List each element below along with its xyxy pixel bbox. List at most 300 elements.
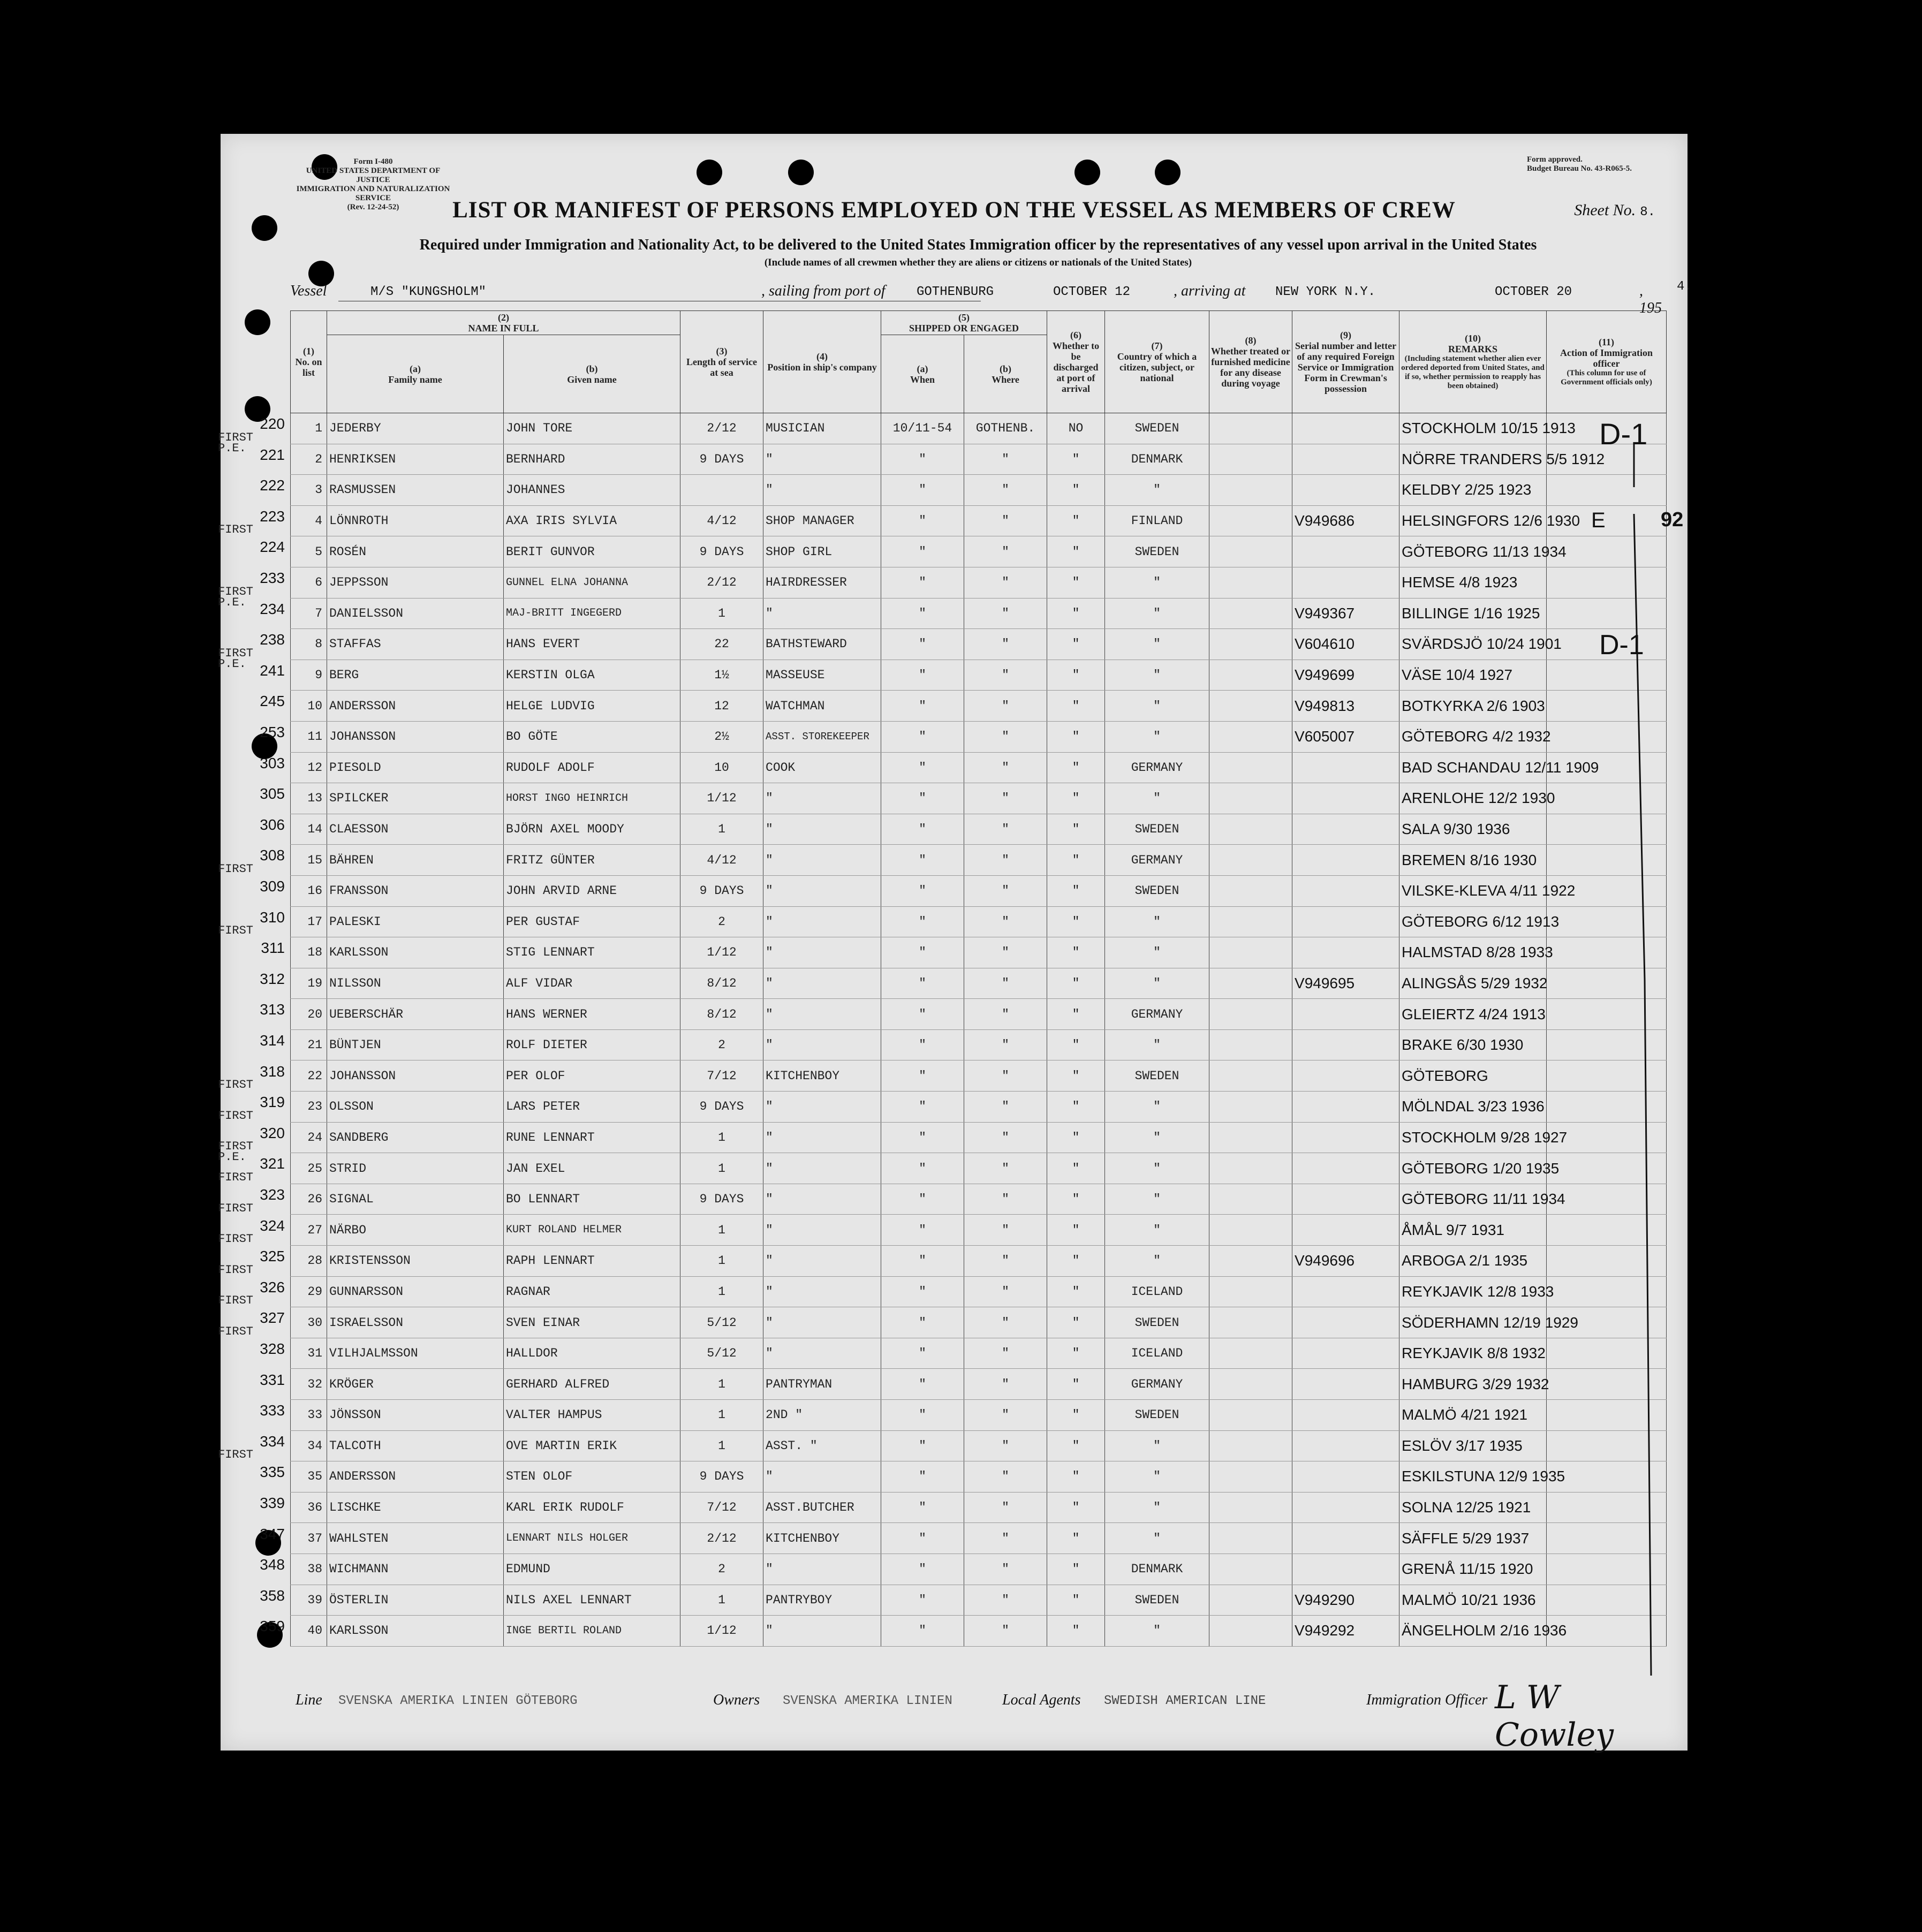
shipped-where: " xyxy=(964,937,1047,968)
position: " xyxy=(763,1122,881,1153)
list-number: 327 xyxy=(260,1309,285,1327)
service-length: 8/12 xyxy=(680,999,763,1030)
list-number: 312 xyxy=(260,970,285,987)
shipped-where: " xyxy=(964,1616,1047,1647)
shipped-where: " xyxy=(964,1153,1047,1184)
remarks: GÖTEBORG xyxy=(1399,1060,1547,1092)
shipped-when: " xyxy=(881,1554,964,1585)
discharged: " xyxy=(1047,999,1105,1030)
given-name: JAN EXEL xyxy=(504,1153,680,1184)
family-name: KRISTENSSON xyxy=(327,1246,504,1277)
medicine xyxy=(1209,1153,1292,1184)
discharged: " xyxy=(1047,937,1105,968)
discharged: " xyxy=(1047,629,1105,660)
country: SWEDEN xyxy=(1105,875,1209,906)
position: " xyxy=(763,1092,881,1123)
row-number: 18 xyxy=(291,937,327,968)
first-class-mark: FIRST P.E. xyxy=(218,1140,254,1164)
table-row xyxy=(291,845,1667,876)
family-name: STRID xyxy=(327,1153,504,1184)
given-name: HANS EVERT xyxy=(504,629,680,660)
first-class-mark: FIRST xyxy=(218,1201,254,1215)
discharged: " xyxy=(1047,660,1105,691)
row-number: 9 xyxy=(291,660,327,691)
country: SWEDEN xyxy=(1105,536,1209,567)
shipped-when: " xyxy=(881,1430,964,1461)
given-name: JOHN ARVID ARNE xyxy=(504,875,680,906)
shipped-where: " xyxy=(964,1523,1047,1554)
position: WATCHMAN xyxy=(763,691,881,722)
list-number: 311 xyxy=(261,940,285,957)
vessel-label: Vessel xyxy=(290,283,327,299)
country: " xyxy=(1105,1461,1209,1492)
given-name: BJÖRN AXEL MOODY xyxy=(504,814,680,845)
position: MASSEUSE xyxy=(763,660,881,691)
remarks: HAMBURG 3/29 1932 xyxy=(1399,1369,1547,1400)
table-row xyxy=(291,413,1667,444)
discharged: " xyxy=(1047,1585,1105,1616)
serial-number xyxy=(1292,1029,1399,1060)
position: " xyxy=(763,1554,881,1585)
list-number: 333 xyxy=(260,1402,285,1419)
table-row xyxy=(291,505,1667,536)
country: " xyxy=(1105,1430,1209,1461)
remarks: GÖTEBORG 1/20 1935 xyxy=(1399,1153,1547,1184)
row-number: 3 xyxy=(291,475,327,506)
position: " xyxy=(763,1184,881,1215)
shipped-where: " xyxy=(964,1029,1047,1060)
given-name: HANS WERNER xyxy=(504,999,680,1030)
serial-number: V949292 xyxy=(1292,1616,1399,1647)
given-name: KARL ERIK RUDOLF xyxy=(504,1492,680,1523)
medicine xyxy=(1209,444,1292,475)
row-number: 35 xyxy=(291,1461,327,1492)
col-serial: (9) Serial number and letter of any required Foreign Service or Immigration Form in Crewman's possession xyxy=(1292,311,1399,413)
shipped-where: " xyxy=(964,845,1047,876)
medicine xyxy=(1209,845,1292,876)
family-name: LÖNNROTH xyxy=(327,505,504,536)
punch-hole xyxy=(788,160,814,185)
service-length: 1 xyxy=(680,1369,763,1400)
medicine xyxy=(1209,1585,1292,1616)
row-number: 4 xyxy=(291,505,327,536)
discharged: " xyxy=(1047,1092,1105,1123)
shipped-when: " xyxy=(881,1523,964,1554)
medicine xyxy=(1209,814,1292,845)
shipped-when: " xyxy=(881,1092,964,1123)
row-number: 15 xyxy=(291,845,327,876)
list-number: 223 xyxy=(260,507,285,525)
position: ASST. " xyxy=(763,1430,881,1461)
shipped-where: " xyxy=(964,1246,1047,1277)
medicine xyxy=(1209,629,1292,660)
shipped-when: " xyxy=(881,906,964,937)
given-name: BO LENNART xyxy=(504,1184,680,1215)
row-number: 8 xyxy=(291,629,327,660)
col-shipped: (5) SHIPPED OR ENGAGED xyxy=(881,311,1047,335)
given-name: KURT ROLAND HELMER xyxy=(504,1215,680,1246)
table-row xyxy=(291,536,1667,567)
service-length: 1 xyxy=(680,1215,763,1246)
owners-label: Owners xyxy=(713,1692,760,1708)
remarks: REYKJAVIK 8/8 1932 xyxy=(1399,1338,1547,1369)
serial-number xyxy=(1292,1215,1399,1246)
medicine xyxy=(1209,660,1292,691)
subtitle: Required under Immigration and Nationality Act, to be delivered to the United States Immigration officer by the representatives of any vessel upon arrival in the United States xyxy=(419,237,1537,253)
discharged: " xyxy=(1047,1430,1105,1461)
service-length: 2 xyxy=(680,1554,763,1585)
country: " xyxy=(1105,1029,1209,1060)
col-when: (a) When xyxy=(881,335,964,413)
medicine xyxy=(1209,783,1292,814)
discharged: " xyxy=(1047,1616,1105,1647)
family-name: ÖSTERLIN xyxy=(327,1585,504,1616)
list-number: 303 xyxy=(260,754,285,771)
given-name: STIG LENNART xyxy=(504,937,680,968)
family-name: OLSSON xyxy=(327,1092,504,1123)
discharged: " xyxy=(1047,1400,1105,1431)
service-length: 2/12 xyxy=(680,567,763,598)
shipped-when: " xyxy=(881,1122,964,1153)
family-name: SIGNAL xyxy=(327,1184,504,1215)
serial-number xyxy=(1292,999,1399,1030)
given-name: JOHANNES xyxy=(504,475,680,506)
list-number: 334 xyxy=(260,1433,285,1450)
shipped-when: " xyxy=(881,721,964,752)
position: BATHSTEWARD xyxy=(763,629,881,660)
country: ICELAND xyxy=(1105,1276,1209,1307)
given-name: PER OLOF xyxy=(504,1060,680,1092)
serial-number xyxy=(1292,1554,1399,1585)
remarks: GÖTEBORG 11/11 1934 xyxy=(1399,1184,1547,1215)
position: " xyxy=(763,598,881,629)
row-number: 36 xyxy=(291,1492,327,1523)
list-number: 241 xyxy=(260,662,285,679)
discharged: " xyxy=(1047,1060,1105,1092)
sailing-date: OCTOBER 12 xyxy=(1053,285,1131,299)
country: SWEDEN xyxy=(1105,1400,1209,1431)
country: " xyxy=(1105,660,1209,691)
discharged: " xyxy=(1047,567,1105,598)
discharged: " xyxy=(1047,721,1105,752)
serial-number: V949686 xyxy=(1292,505,1399,536)
list-number: 306 xyxy=(260,816,285,833)
shipped-where: " xyxy=(964,968,1047,999)
shipped-when: " xyxy=(881,598,964,629)
shipped-where: " xyxy=(964,999,1047,1030)
service-length: 9 DAYS xyxy=(680,875,763,906)
service-length: 9 DAYS xyxy=(680,444,763,475)
first-class-mark: FIRST xyxy=(218,1294,254,1308)
table-row xyxy=(291,1369,1667,1400)
service-length xyxy=(680,475,763,506)
family-name: BÜNTJEN xyxy=(327,1029,504,1060)
remarks: VILSKE-KLEVA 4/11 1922 xyxy=(1399,875,1547,906)
medicine xyxy=(1209,906,1292,937)
shipped-when: " xyxy=(881,875,964,906)
position: " xyxy=(763,937,881,968)
table-row xyxy=(291,1338,1667,1369)
medicine xyxy=(1209,1060,1292,1092)
country: GERMANY xyxy=(1105,752,1209,783)
list-number: 358 xyxy=(260,1587,285,1604)
shipped-where: " xyxy=(964,1430,1047,1461)
medicine xyxy=(1209,752,1292,783)
discharged: " xyxy=(1047,1461,1105,1492)
shipped-where: " xyxy=(964,475,1047,506)
list-number: 245 xyxy=(260,693,285,710)
service-length: 1 xyxy=(680,814,763,845)
punch-hole xyxy=(697,160,722,185)
position: " xyxy=(763,1338,881,1369)
table-row xyxy=(291,875,1667,906)
remarks: NÖRRE TRANDERS 5/5 1912 xyxy=(1399,444,1547,475)
discharged: " xyxy=(1047,968,1105,999)
family-name: DANIELSSON xyxy=(327,598,504,629)
list-number: 335 xyxy=(260,1464,285,1481)
shipped-where: " xyxy=(964,1184,1047,1215)
col-name-in-full: (2) NAME IN FULL xyxy=(327,311,680,335)
family-name: LISCHKE xyxy=(327,1492,504,1523)
medicine xyxy=(1209,1369,1292,1400)
country: " xyxy=(1105,1215,1209,1246)
discharged: " xyxy=(1047,1369,1105,1400)
serial-number xyxy=(1292,1461,1399,1492)
agents-label: Local Agents xyxy=(1002,1692,1081,1708)
position: PANTRYBOY xyxy=(763,1585,881,1616)
officer-label: Immigration Officer xyxy=(1366,1692,1488,1708)
shipped-where: " xyxy=(964,1369,1047,1400)
country: DENMARK xyxy=(1105,444,1209,475)
serial-number xyxy=(1292,814,1399,845)
remarks: ÄNGELHOLM 2/16 1936 xyxy=(1399,1616,1547,1647)
remarks: SÄFFLE 5/29 1937 xyxy=(1399,1523,1547,1554)
serial-number xyxy=(1292,906,1399,937)
list-number: 313 xyxy=(260,1001,285,1018)
row-number: 7 xyxy=(291,598,327,629)
family-name: NILSSON xyxy=(327,968,504,999)
row-number: 22 xyxy=(291,1060,327,1092)
family-name: ANDERSSON xyxy=(327,691,504,722)
agents-value: SWEDISH AMERICAN LINE xyxy=(1104,1694,1266,1708)
discharged: " xyxy=(1047,1338,1105,1369)
service-length: 1 xyxy=(680,1276,763,1307)
shipped-where: " xyxy=(964,1400,1047,1431)
country: " xyxy=(1105,1492,1209,1523)
country: SWEDEN xyxy=(1105,1585,1209,1616)
table-row xyxy=(291,444,1667,475)
country: GERMANY xyxy=(1105,999,1209,1030)
row-number: 12 xyxy=(291,752,327,783)
remarks: SALA 9/30 1936 xyxy=(1399,814,1547,845)
table-row xyxy=(291,567,1667,598)
list-number: 324 xyxy=(260,1217,285,1234)
remarks: STOCKHOLM 10/15 1913 xyxy=(1399,413,1547,444)
list-number: 221 xyxy=(260,446,285,463)
medicine xyxy=(1209,1492,1292,1523)
country: SWEDEN xyxy=(1105,413,1209,444)
position: " xyxy=(763,1307,881,1338)
discharged: " xyxy=(1047,691,1105,722)
serial-number xyxy=(1292,413,1399,444)
row-number: 16 xyxy=(291,875,327,906)
row-number: 24 xyxy=(291,1122,327,1153)
service-length: 1 xyxy=(680,598,763,629)
given-name: RAPH LENNART xyxy=(504,1246,680,1277)
service-length: 1/12 xyxy=(680,1616,763,1647)
remarks: SOLNA 12/25 1921 xyxy=(1399,1492,1547,1523)
discharged: " xyxy=(1047,906,1105,937)
row-number: 23 xyxy=(291,1092,327,1123)
serial-number xyxy=(1292,475,1399,506)
table-row xyxy=(291,906,1667,937)
shipped-when: " xyxy=(881,968,964,999)
country: SWEDEN xyxy=(1105,1060,1209,1092)
shipped-where: " xyxy=(964,1276,1047,1307)
medicine xyxy=(1209,1430,1292,1461)
first-class-mark: FIRST xyxy=(218,1109,254,1123)
shipped-where: " xyxy=(964,505,1047,536)
remarks: ÅMÅL 9/7 1931 xyxy=(1399,1215,1547,1246)
service-length: 9 DAYS xyxy=(680,1092,763,1123)
medicine xyxy=(1209,413,1292,444)
list-number: 331 xyxy=(260,1371,285,1388)
given-name: HALLDOR xyxy=(504,1338,680,1369)
row-number: 19 xyxy=(291,968,327,999)
given-name: VALTER HAMPUS xyxy=(504,1400,680,1431)
position: KITCHENBOY xyxy=(763,1060,881,1092)
family-name: ROSÉN xyxy=(327,536,504,567)
shipped-when: " xyxy=(881,1338,964,1369)
line-value: SVENSKA AMERIKA LINIEN GÖTEBORG xyxy=(338,1694,578,1708)
list-number: 253 xyxy=(260,724,285,740)
position: MUSICIAN xyxy=(763,413,881,444)
arrival-date: OCTOBER 20 xyxy=(1495,285,1572,299)
list-number: 320 xyxy=(260,1124,285,1141)
col-action: (11) Action of Immigration officer (This column for use of Government officials only) xyxy=(1547,311,1667,413)
service-length: 1 xyxy=(680,1585,763,1616)
shipped-where: " xyxy=(964,598,1047,629)
row-number: 38 xyxy=(291,1554,327,1585)
list-number: 222 xyxy=(260,477,285,494)
remarks: GLEIERTZ 4/24 1913 xyxy=(1399,999,1547,1030)
family-name: WICHMANN xyxy=(327,1554,504,1585)
shipped-when: " xyxy=(881,567,964,598)
family-name: ISRAELSSON xyxy=(327,1307,504,1338)
list-number: 339 xyxy=(260,1495,285,1511)
given-name: ROLF DIETER xyxy=(504,1029,680,1060)
country: SWEDEN xyxy=(1105,814,1209,845)
sheet-number: Sheet No. 8. xyxy=(1574,201,1655,219)
service-length: 12 xyxy=(680,691,763,722)
medicine xyxy=(1209,1276,1292,1307)
list-number: 309 xyxy=(260,878,285,895)
shipped-when: " xyxy=(881,937,964,968)
family-name: JÖNSSON xyxy=(327,1400,504,1431)
discharged: " xyxy=(1047,1554,1105,1585)
country: " xyxy=(1105,1153,1209,1184)
remarks: ALINGSÅS 5/29 1932 xyxy=(1399,968,1547,999)
discharged: " xyxy=(1047,1029,1105,1060)
given-name: RUDOLF ADOLF xyxy=(504,752,680,783)
serial-number xyxy=(1292,1369,1399,1400)
service-length: 4/12 xyxy=(680,845,763,876)
remarks: HEMSE 4/8 1923 xyxy=(1399,567,1547,598)
family-name: JOHANSSON xyxy=(327,1060,504,1092)
first-class-mark: FIRST P.E. xyxy=(218,430,254,455)
medicine xyxy=(1209,1554,1292,1585)
shipped-where: " xyxy=(964,1554,1047,1585)
arriving-label: , arriving at xyxy=(1174,283,1246,299)
shipped-when: " xyxy=(881,505,964,536)
table-row xyxy=(291,1400,1667,1431)
service-length: 9 DAYS xyxy=(680,1461,763,1492)
shipped-when: " xyxy=(881,1215,964,1246)
family-name: STAFFAS xyxy=(327,629,504,660)
medicine xyxy=(1209,1400,1292,1431)
serial-number xyxy=(1292,1430,1399,1461)
given-name: EDMUND xyxy=(504,1554,680,1585)
family-name: PIESOLD xyxy=(327,752,504,783)
service-length: 1 xyxy=(680,1153,763,1184)
family-name: ANDERSSON xyxy=(327,1461,504,1492)
row-number: 40 xyxy=(291,1616,327,1647)
position: " xyxy=(763,906,881,937)
position: 2ND " xyxy=(763,1400,881,1431)
first-class-mark: FIRST xyxy=(218,862,254,876)
discharged: " xyxy=(1047,1246,1105,1277)
footer-line xyxy=(296,1679,1666,1754)
position: " xyxy=(763,1276,881,1307)
col-country: (7) Country of which a citizen, subject, or national xyxy=(1105,311,1209,413)
e-mark: E xyxy=(1591,509,1606,532)
first-class-mark: FIRST xyxy=(218,1325,254,1338)
list-number: 220 xyxy=(260,415,285,432)
service-length: 9 DAYS xyxy=(680,1184,763,1215)
serial-number xyxy=(1292,783,1399,814)
medicine xyxy=(1209,1307,1292,1338)
service-length: 7/12 xyxy=(680,1492,763,1523)
medicine xyxy=(1209,875,1292,906)
service-length: 1/12 xyxy=(680,937,763,968)
serial-number xyxy=(1292,1338,1399,1369)
service-length: 8/12 xyxy=(680,968,763,999)
table-row xyxy=(291,1122,1667,1153)
remarks: BOTKYRKA 2/6 1903 xyxy=(1399,691,1547,722)
first-class-mark: FIRST xyxy=(218,523,254,537)
table-row xyxy=(291,752,1667,783)
given-name: AXA IRIS SYLVIA xyxy=(504,505,680,536)
shipped-where: " xyxy=(964,721,1047,752)
year-label: , 195 xyxy=(1639,283,1662,316)
remarks: MÖLNDAL 3/23 1936 xyxy=(1399,1092,1547,1123)
country: GERMANY xyxy=(1105,845,1209,876)
given-name: SVEN EINAR xyxy=(504,1307,680,1338)
first-class-mark: FIRST P.E. xyxy=(218,585,254,609)
given-name: ALF VIDAR xyxy=(504,968,680,999)
table-row xyxy=(291,1276,1667,1307)
shipped-when: " xyxy=(881,1060,964,1092)
first-class-mark: FIRST xyxy=(218,1448,254,1462)
country: FINLAND xyxy=(1105,505,1209,536)
table-row xyxy=(291,1616,1667,1647)
discharged: " xyxy=(1047,536,1105,567)
given-name: HORST INGO HEINRICH xyxy=(504,783,680,814)
service-length: 5/12 xyxy=(680,1338,763,1369)
discharged: NO xyxy=(1047,413,1105,444)
punch-hole xyxy=(245,309,270,335)
family-name: KARLSSON xyxy=(327,1616,504,1647)
